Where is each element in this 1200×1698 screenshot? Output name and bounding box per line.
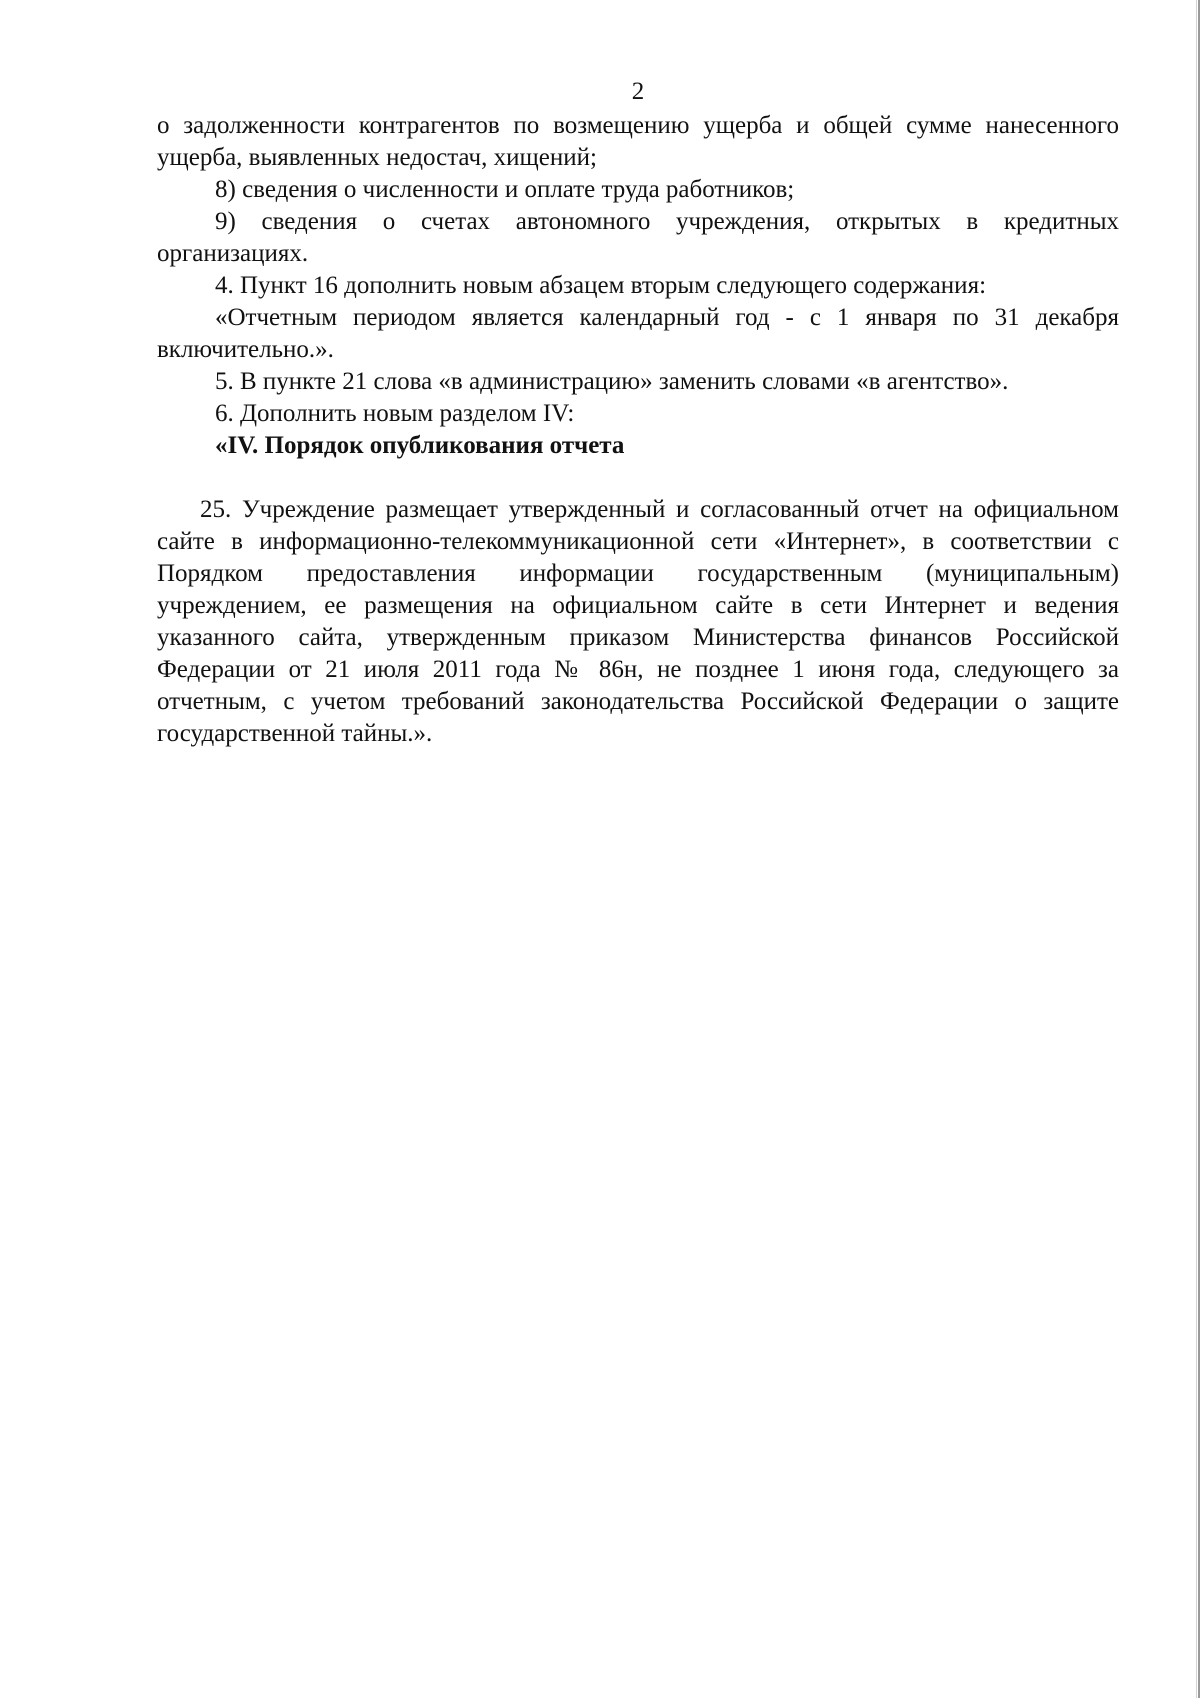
paragraph-item-5: 5. В пункте 21 слова «в администрацию» заменить словами «в агентство». (215, 368, 1009, 395)
paragraph-item-6: 6. Дополнить новым разделом IV: (215, 400, 575, 427)
paragraph-item-8: 8) сведения о численности и оплате труда работников; (215, 176, 795, 203)
paragraph-debt-info: о задолженности контрагентов по возмещению ущерба и общей сумме нанесенного ущерба, выявленных недостач, хищений; (157, 112, 1119, 171)
paragraph-reporting-period: «Отчетным периодом является календарный год - с 1 января по 31 декабря включительно.». (157, 304, 1119, 363)
document-body (157, 76, 1119, 750)
paragraph-clause-25: 25. Учреждение размещает утвержденный и согласованный отчет на официальном сайте в информационно-телекоммуникационной сети «Интернет», в соответствии с Порядком предоставления информации государственным (муниципальным) учреждением, ее размещения на официальном сайте в сети Интернет и ведения указанного сайта, утвержденным приказом Министерства финансов Российской Федерации от 21 июля 2011 года № 86н, не позднее 1 июня года, следующего за отчетным, с учетом требований законодательства Российской Федерации о защите государственной тайны.». (157, 496, 1119, 747)
page-number: 2 (631, 78, 645, 105)
paragraph-item-4: 4. Пункт 16 дополнить новым абзацем вторым следующего содержания: (215, 272, 987, 299)
page-edge-shadow (1196, 0, 1197, 1698)
paragraph-item-9: 9) сведения о счетах автономного учреждения, открытых в кредитных организациях. (157, 208, 1119, 267)
section-heading: «IV. Порядок опубликования отчета (215, 432, 625, 459)
